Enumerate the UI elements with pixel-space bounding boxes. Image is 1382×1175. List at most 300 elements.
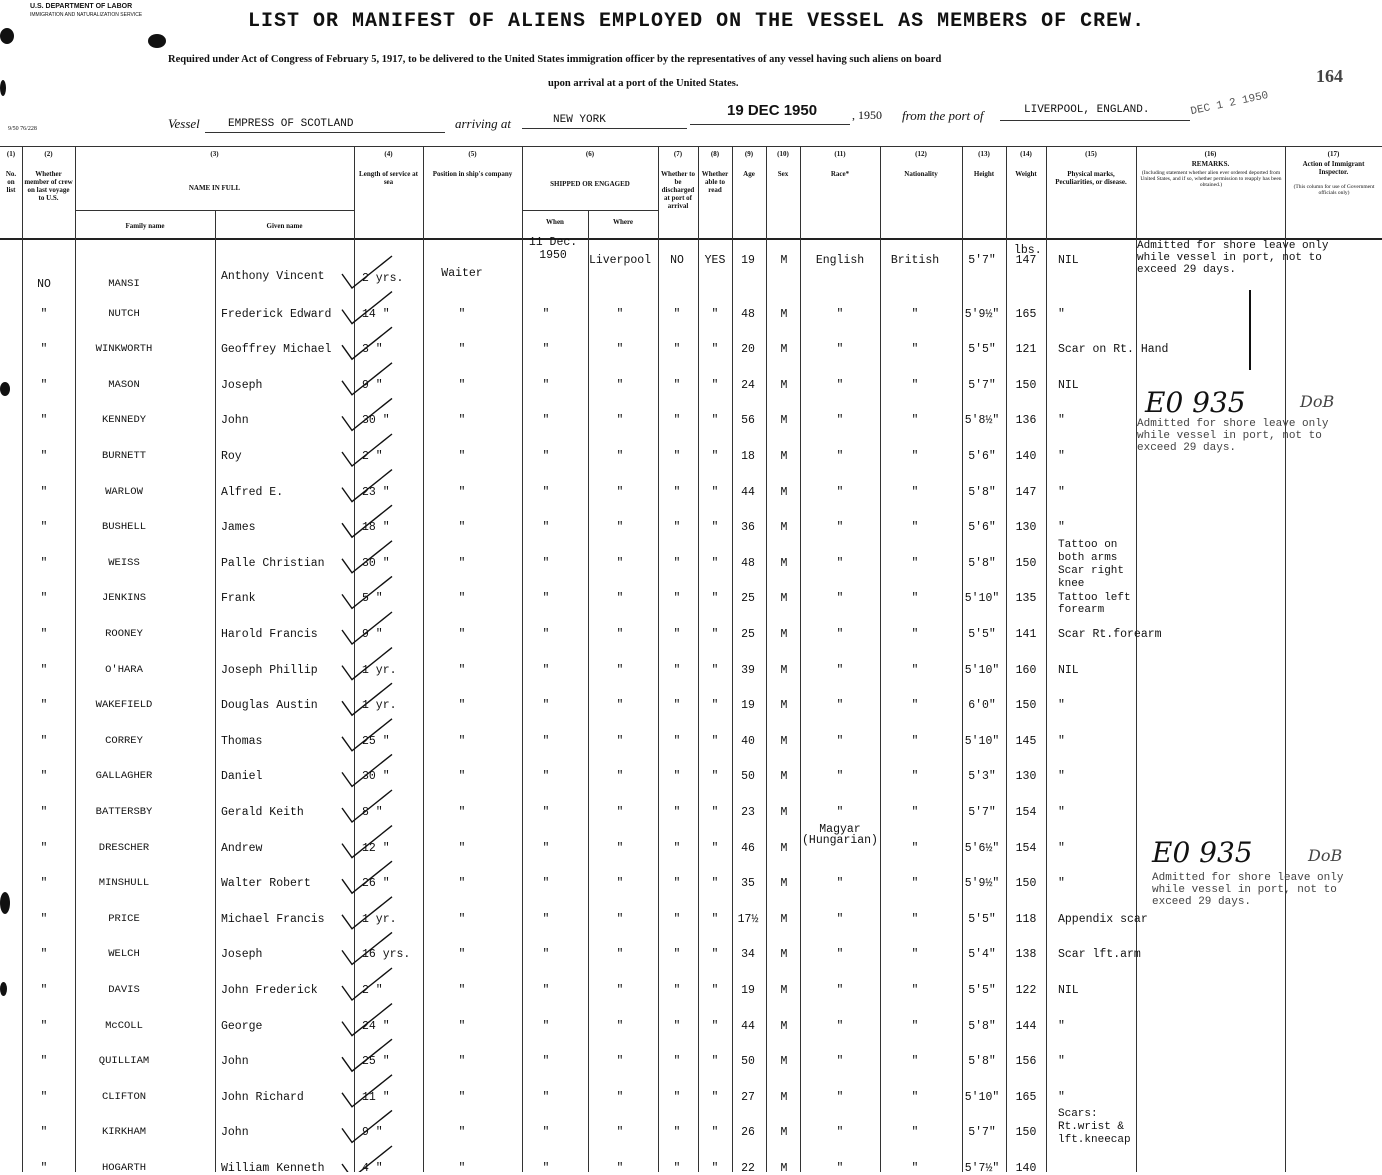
cell-position: "	[458, 485, 466, 499]
grid-line	[1046, 146, 1047, 1172]
cell-where: "	[616, 663, 624, 677]
cell-when: "	[542, 1126, 550, 1140]
ink-blot	[0, 982, 7, 996]
cell-age: 50	[741, 770, 755, 784]
cell-last-voyage: "	[40, 877, 48, 891]
column-number: (9)	[744, 150, 754, 158]
cell-marks: Scars: Rt.wrist & lft.kneecap	[1058, 1108, 1131, 1147]
cell-discharged: "	[673, 770, 681, 784]
arriving-label: arriving at	[455, 116, 511, 131]
cell-height: 5'7½"	[964, 1162, 1000, 1175]
cell-position: "	[458, 663, 466, 677]
cell-service: 18 "	[362, 521, 390, 535]
cell-marks: NIL	[1058, 984, 1079, 997]
cell-given: Andrew	[221, 841, 263, 855]
cell-where: "	[616, 1126, 624, 1140]
cell-height: 5'3"	[968, 770, 996, 784]
grid-line	[962, 146, 963, 1172]
cell-age: 17½	[737, 912, 759, 926]
cell-position: "	[458, 592, 466, 606]
cell-position: "	[458, 414, 466, 428]
cell-weight: 135	[1015, 592, 1037, 606]
cell-race: "	[836, 1126, 844, 1140]
cell-when: "	[542, 1055, 550, 1069]
cell-when: "	[542, 841, 550, 855]
column-number: (15)	[1085, 150, 1097, 158]
grid-line	[800, 146, 801, 1172]
column-label: Position in ship's company	[432, 170, 513, 178]
cell-sex: M	[780, 1126, 788, 1140]
cell-age: 35	[741, 877, 755, 891]
cell-height: 5'9½"	[964, 307, 1000, 321]
cell-service: 3 "	[362, 343, 383, 357]
column-label: Whether to be discharged at port of arrival	[661, 170, 695, 210]
cell-marks: NIL	[1058, 663, 1079, 677]
grid-line	[215, 210, 216, 1172]
cell-nationality: "	[911, 806, 919, 819]
cell-position: Waiter	[441, 267, 483, 280]
cell-nationality: "	[911, 877, 919, 891]
cell-where: "	[616, 1055, 624, 1069]
cell-family: KENNEDY	[101, 414, 147, 427]
cell-sex: M	[780, 450, 788, 463]
cell-read: YES	[704, 254, 726, 267]
column-number: (1)	[6, 150, 16, 158]
cell-family: KIRKHAM	[101, 1126, 147, 1139]
cell-race: "	[836, 343, 844, 357]
cell-read: "	[711, 984, 719, 997]
vessel-name: EMPRESS OF SCOTLAND	[228, 118, 354, 130]
grid-line	[522, 146, 523, 1172]
cell-marks: NIL	[1058, 378, 1079, 392]
column-number: (17)	[1327, 150, 1340, 158]
cell-weight: 165	[1015, 307, 1037, 321]
cell-sex: M	[780, 414, 788, 428]
cell-weight: 144	[1015, 1019, 1037, 1033]
cell-weight: 150	[1015, 1126, 1037, 1140]
cell-where: "	[616, 912, 624, 926]
cell-weight: 121	[1015, 343, 1037, 357]
cell-weight: 130	[1015, 770, 1037, 784]
cell-where: "	[616, 1019, 624, 1033]
cell-position: "	[458, 699, 466, 713]
cell-last-voyage: "	[40, 628, 48, 641]
handwritten-note: DoB	[1300, 392, 1335, 411]
cell-service: 26 "	[362, 877, 390, 891]
cell-last-voyage: "	[40, 307, 48, 321]
cell-race: "	[836, 592, 844, 606]
cell-height: 5'10"	[964, 592, 1000, 606]
vessel-label: Vessel	[168, 116, 200, 131]
column-sublabel-where: Where	[612, 218, 634, 226]
grid-line	[588, 210, 589, 1172]
cell-sex: M	[780, 806, 788, 819]
cell-where: "	[616, 307, 624, 321]
cell-last-voyage: "	[40, 1055, 48, 1069]
cell-where: "	[616, 699, 624, 713]
cell-given: Geoffrey Michael	[221, 343, 332, 357]
cell-weight: 147	[1015, 254, 1037, 267]
cell-read: "	[711, 556, 719, 570]
cell-marks: Scar lft.arm	[1058, 948, 1141, 962]
grid-line	[22, 146, 23, 1172]
cell-sex: M	[780, 343, 788, 357]
cell-marks: Appendix scar	[1058, 912, 1148, 926]
from-port: LIVERPOOL, ENGLAND.	[1024, 104, 1150, 116]
cell-discharged: "	[673, 378, 681, 392]
cell-position: "	[458, 450, 466, 463]
cell-weight: 150	[1015, 556, 1037, 570]
grid-line	[354, 146, 355, 1172]
cell-height: 5'10"	[964, 1090, 1000, 1104]
cell-nationality: "	[911, 912, 919, 926]
cell-height: 5'8½"	[964, 414, 1000, 428]
cell-nationality: "	[911, 378, 919, 392]
cell-given: Frederick Edward	[221, 307, 332, 321]
column-number: (10)	[777, 150, 789, 158]
remarks-text: Admitted for shore leave only while vessel in port, not to exceed 29 days.	[1137, 418, 1329, 454]
cell-service: 1 yr.	[362, 663, 397, 677]
cell-nationality: "	[911, 343, 919, 357]
cell-nationality: "	[911, 592, 919, 606]
cell-discharged: "	[673, 485, 681, 499]
cell-marks: "	[1058, 307, 1065, 321]
cell-sex: M	[780, 556, 788, 570]
cell-age: 48	[741, 556, 755, 570]
cell-given: John	[221, 1126, 249, 1140]
cell-where: "	[616, 770, 624, 784]
cell-race: "	[836, 1090, 844, 1104]
from-port-label: from the port of	[902, 108, 984, 123]
cell-family: MINSHULL	[98, 877, 150, 890]
cell-where: "	[616, 841, 624, 855]
cell-height: 5'8"	[968, 1055, 996, 1069]
cell-given: John Frederick	[221, 984, 318, 997]
cell-when: "	[542, 877, 550, 891]
cell-age: 44	[741, 485, 755, 499]
cell-position: "	[458, 806, 466, 819]
cell-read: "	[711, 1090, 719, 1104]
cell-when: "	[542, 948, 550, 962]
cell-discharged: "	[673, 841, 681, 855]
cell-age: 19	[741, 699, 755, 713]
cell-nationality: "	[911, 307, 919, 321]
cell-discharged: "	[673, 699, 681, 713]
cell-race: "	[836, 663, 844, 677]
cell-when: "	[542, 307, 550, 321]
cell-height: 5'10"	[964, 663, 1000, 677]
cell-race: "	[836, 984, 844, 997]
cell-discharged: "	[673, 1090, 681, 1104]
grid-line	[522, 210, 658, 211]
arriving-port: NEW YORK	[553, 114, 606, 126]
cell-nationality: "	[911, 948, 919, 962]
cell-last-voyage: "	[40, 699, 48, 713]
department-name: U.S. DEPARTMENT OF LABOR	[30, 3, 133, 10]
cell-given: Joseph	[221, 948, 263, 962]
cell-read: "	[711, 734, 719, 748]
cell-family: GALLAGHER	[95, 770, 153, 783]
cell-when: "	[542, 663, 550, 677]
cell-weight: 160	[1015, 663, 1037, 677]
column-note-remarks: (Including statement whether alien ever ordered deported from United States, and if so, whether permission to reapply has been obtained.)	[1140, 170, 1282, 188]
cell-given: John Richard	[221, 1090, 304, 1104]
cell-age: 25	[741, 628, 755, 641]
cell-read: "	[711, 912, 719, 926]
column-sublabel-when: When	[546, 218, 564, 226]
cell-race: Magyar (Hungarian)	[802, 822, 878, 847]
cell-when: "	[542, 1019, 550, 1033]
cell-weight: 136	[1015, 414, 1037, 428]
cell-when: "	[542, 1090, 550, 1104]
cell-read: "	[711, 1055, 719, 1069]
cell-service: 23 "	[362, 485, 390, 499]
cell-weight: 118	[1015, 912, 1037, 926]
cell-service: 9 "	[362, 1126, 383, 1140]
cell-age: 24	[741, 378, 755, 392]
cell-last-voyage: "	[40, 1162, 48, 1175]
cell-race: "	[836, 521, 844, 535]
cell-service: 2 yrs.	[362, 272, 404, 285]
ink-blot	[148, 34, 166, 48]
cell-nationality: "	[911, 628, 919, 641]
column-label: Length of service at sea	[359, 170, 418, 186]
cell-height: 5'6½"	[964, 841, 1000, 855]
cell-position: "	[458, 912, 466, 926]
form-number: 9/50 76/228	[8, 126, 37, 132]
cell-height: 5'8"	[968, 485, 996, 499]
cell-age: 19	[741, 984, 755, 997]
cell-read: "	[711, 521, 719, 535]
cell-marks: "	[1058, 1090, 1065, 1104]
cell-discharged: "	[673, 450, 681, 463]
cell-family: CLIFTON	[101, 1090, 147, 1103]
cell-age: 25	[741, 592, 755, 606]
cell-when: "	[542, 806, 550, 819]
weight-unit: lbs.	[1014, 244, 1042, 257]
cell-when: "	[542, 628, 550, 641]
cell-race: "	[836, 734, 844, 748]
cell-discharged: "	[673, 1162, 681, 1175]
cell-sex: M	[780, 521, 788, 535]
cell-height: 5'7"	[968, 1126, 996, 1140]
cell-sex: M	[780, 734, 788, 748]
cell-race: "	[836, 912, 844, 926]
column-number: (5)	[468, 150, 477, 158]
cell-given: Palle Christian	[221, 556, 325, 570]
cell-weight: 122	[1015, 984, 1037, 997]
column-label: Weight	[1015, 170, 1037, 178]
column-label: NAME IN FULL	[188, 184, 241, 192]
cell-age: 22	[741, 1162, 755, 1175]
cell-discharged: "	[673, 948, 681, 962]
cell-discharged: "	[673, 1126, 681, 1140]
service-name: IMMIGRATION AND NATURALIZATION SERVICE	[30, 12, 143, 18]
cell-last-voyage: "	[40, 450, 48, 463]
cell-where: "	[616, 592, 624, 606]
cell-height: 5'6"	[968, 521, 996, 535]
cell-family: WEISS	[108, 556, 140, 569]
grid-line	[766, 146, 767, 1172]
handwritten-annotation: E0 935	[1145, 386, 1246, 419]
cell-sex: M	[780, 948, 788, 962]
cell-family: BUSHELL	[101, 521, 147, 534]
cell-marks: "	[1058, 1019, 1065, 1033]
cell-race: "	[836, 1162, 844, 1175]
cell-discharged: "	[673, 734, 681, 748]
cell-family: WARLOW	[105, 485, 143, 498]
cell-sex: M	[780, 1019, 788, 1033]
cell-when: "	[542, 699, 550, 713]
cell-height: 5'5"	[968, 628, 996, 641]
cell-when: "	[542, 450, 550, 463]
cell-discharged: "	[673, 556, 681, 570]
cell-age: 36	[741, 521, 755, 535]
cell-family: BURNETT	[101, 450, 147, 462]
cell-position: "	[458, 877, 466, 891]
cell-discharged: "	[673, 521, 681, 535]
cell-marks: NIL	[1058, 254, 1079, 267]
cell-last-voyage: "	[40, 414, 48, 428]
cell-position: "	[458, 1126, 466, 1140]
cell-nationality: "	[911, 556, 919, 570]
cell-discharged: "	[673, 912, 681, 926]
cell-read: "	[711, 948, 719, 962]
cell-last-voyage: "	[40, 1019, 48, 1033]
cell-age: 20	[741, 343, 755, 357]
cell-race: "	[836, 556, 844, 570]
cell-height: 5'10"	[964, 734, 1000, 748]
column-number: (3)	[210, 150, 219, 158]
cell-sex: M	[780, 1055, 788, 1069]
cell-last-voyage: "	[40, 1126, 48, 1140]
cell-when: "	[542, 592, 550, 606]
cell-read: "	[711, 628, 719, 641]
cell-weight: 147	[1015, 485, 1037, 499]
cell-age: 40	[741, 734, 755, 748]
cell-nationality: "	[911, 1090, 919, 1104]
cell-service: 9 "	[362, 378, 383, 392]
column-label: SHIPPED OR ENGAGED	[550, 180, 630, 188]
grid-line	[880, 146, 881, 1172]
cell-discharged: "	[673, 806, 681, 819]
cell-age: 18	[741, 450, 755, 463]
cell-given: Walter Robert	[221, 877, 311, 891]
cell-read: "	[711, 1019, 719, 1033]
column-number: (7)	[673, 150, 683, 158]
subtitle-line-1: Required under Act of Congress of February 5, 1917, to be delivered to the United States immigration officer by the representatives of any vessel having such aliens on board	[168, 54, 942, 65]
column-label: Physical marks, Peculiarities, or disease.	[1055, 170, 1127, 186]
cell-service: 1 yr.	[362, 699, 397, 713]
year-suffix: , 1950	[852, 108, 882, 122]
cell-given: Daniel	[221, 770, 263, 784]
cell-discharged: "	[673, 877, 681, 891]
cell-race: "	[836, 485, 844, 499]
column-label: Action of Immigrant Inspector.	[1302, 160, 1365, 176]
cell-position: "	[458, 841, 466, 855]
cell-height: 5'8"	[968, 1019, 996, 1033]
cell-family: PRICE	[108, 912, 140, 925]
cell-position: "	[458, 521, 466, 535]
cell-given: Thomas	[221, 734, 263, 748]
cell-service: 24 "	[362, 1019, 390, 1033]
cell-position: "	[458, 556, 466, 570]
cell-sex: M	[780, 841, 788, 855]
cell-sex: M	[780, 877, 788, 891]
cell-service: 25 "	[362, 1055, 390, 1069]
cell-sex: M	[780, 378, 788, 392]
cell-when: "	[542, 912, 550, 926]
cell-where: "	[616, 1090, 624, 1104]
cell-weight: 130	[1015, 521, 1037, 535]
cell-family: QUILLIAM	[98, 1055, 150, 1068]
column-number: (8)	[710, 150, 720, 158]
cell-last-voyage: NO	[37, 278, 51, 291]
cell-where: "	[616, 734, 624, 748]
cell-family: WAKEFIELD	[95, 699, 153, 712]
cell-family: BATTERSBY	[95, 806, 153, 818]
cell-height: 5'5"	[968, 984, 996, 997]
subtitle-line-2: upon arrival at a port of the United States.	[548, 78, 739, 89]
column-label: Race*	[830, 170, 850, 178]
handwritten-annotation: E0 935	[1152, 836, 1253, 869]
cell-last-voyage: "	[40, 485, 48, 499]
column-label: Nationality	[904, 170, 938, 178]
cell-last-voyage: "	[40, 343, 48, 357]
column-number: (16)	[1204, 150, 1217, 158]
cell-weight: 140	[1015, 1162, 1037, 1175]
cell-race: "	[836, 877, 844, 891]
cell-race: "	[836, 307, 844, 321]
cell-marks: "	[1058, 699, 1065, 713]
cell-position: "	[458, 734, 466, 748]
cell-last-voyage: "	[40, 841, 48, 855]
column-note-inspector: (This column for use of Government officials only)	[1293, 184, 1375, 196]
cell-when: "	[542, 414, 550, 428]
cell-race: "	[836, 1019, 844, 1033]
cell-age: 34	[741, 948, 755, 962]
cell-when: "	[542, 343, 550, 357]
cell-age: 48	[741, 307, 755, 321]
cell-sex: M	[780, 628, 788, 641]
cell-given: Harold Francis	[221, 628, 318, 641]
cell-discharged: "	[673, 1055, 681, 1069]
cell-last-voyage: "	[40, 663, 48, 677]
cell-sex: M	[780, 770, 788, 784]
cell-position: "	[458, 628, 466, 641]
cell-race: "	[836, 806, 844, 819]
cell-read: "	[711, 592, 719, 606]
cell-weight: 138	[1015, 948, 1037, 962]
cell-read: "	[711, 414, 719, 428]
cell-marks: "	[1058, 841, 1065, 855]
cell-read: "	[711, 806, 719, 819]
cell-read: "	[711, 1126, 719, 1140]
cell-when: "	[542, 378, 550, 392]
cell-service: 30 "	[362, 556, 390, 570]
cell-read: "	[711, 1162, 719, 1175]
cell-height: 5'6"	[968, 450, 996, 463]
cell-sex: M	[780, 912, 788, 926]
cell-last-voyage: "	[40, 984, 48, 997]
cell-nationality: "	[911, 1055, 919, 1069]
cell-service: 30 "	[362, 770, 390, 784]
cell-where: "	[616, 378, 624, 392]
cell-family: WINKWORTH	[95, 343, 153, 356]
cell-family: MASON	[108, 378, 140, 391]
cell-last-voyage: "	[40, 378, 48, 392]
cell-given: James	[221, 521, 256, 535]
